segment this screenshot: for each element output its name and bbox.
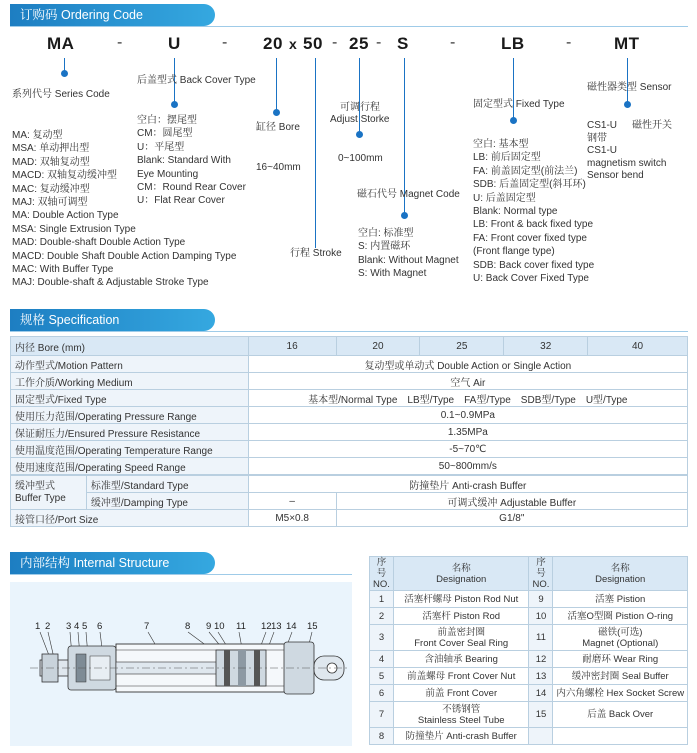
callout-10: 10 (214, 621, 225, 632)
connector-dot (171, 101, 178, 108)
callout-1: 1 (35, 621, 41, 632)
sensor-side-label: 磁性开关 (632, 120, 672, 131)
stroke-label: 行程 Stroke (290, 248, 342, 259)
spec-row: 固定型式/Fixed Type 基本型/Normal Type LB型/Type FA型/Type SDB型/Type U型/Type (11, 390, 688, 407)
spec-row: 保证耐压力/Ensured Pressure Resistance 1.35MPa (11, 424, 688, 441)
bore-label: 缸径 Bore (256, 122, 300, 133)
code-stroke: 50 (303, 34, 323, 53)
code-x: x (289, 36, 298, 52)
header-rule (10, 331, 688, 332)
code-dash: - (222, 34, 228, 51)
parts-row: 8 防撞垫片 Anti-crash Buffer (370, 728, 688, 745)
magnet-code-list: 空白: 标准型 S: 内置磁环 Blank: Without Magnet S: With Magnet (358, 228, 459, 280)
internal-structure-header: 内部结构 Internal Structure (10, 552, 215, 574)
bore-value: 20 (336, 337, 420, 356)
callout-14: 14 (286, 621, 297, 632)
connector-dot (273, 109, 280, 116)
parts-row: 7 不锈钢管 Stainless Steel Tube 15 后盖 Back Over (370, 702, 688, 728)
callout-6: 6 (97, 621, 103, 632)
callout-8: 8 (185, 621, 191, 632)
bore-value: 25 (420, 337, 504, 356)
spec-row: 缓冲型式 Buffer Type 标准型/Standard Type 防撞垫片 Anti-crash Buffer (11, 476, 688, 493)
callout-12: 12 (261, 621, 272, 632)
spec-row: 使用速度范围/Operating Speed Range 50~800mm/s (11, 458, 688, 475)
buffer-table (10, 475, 688, 527)
parts-row: 2 活塞杆 Piston Rod 10 活塞O型圈 Pistion O-ring (370, 608, 688, 625)
bore-header: 内径 Bore (mm) (11, 337, 249, 356)
adjust-stroke-label: Adjust Storke (330, 114, 390, 125)
series-code-list: MA: 复动型 MSA: 单动押出型 MAD: 双轴复动型 MACD: 双轴复动缓冲型 MAC: 复动缓冲型 MAJ: 双轴可调型 MA: Double Action Type MSA: Single Extrusion Type MAD: Double-shaft Double Action Type MACD: Double Shaft Double Action Damping Type MAC: With Buffer Type MAJ: Double-shaft & Adjustable Stroke Type (12, 130, 237, 289)
callout-13: 13 (271, 621, 282, 632)
spec-row: 使用温度范围/Operating Temperature Range -5~70℃ (11, 441, 688, 458)
code-dash: - (566, 34, 572, 51)
connector-line (315, 58, 316, 248)
bore-value: 32 (504, 337, 588, 356)
header-rule (10, 574, 352, 575)
parts-row: 5 前盖螺母 Front Cover Nut 13 缓冲密封圈 Seal Buffer (370, 668, 688, 685)
code-dash: - (117, 34, 123, 51)
code-dash: - (450, 34, 456, 51)
fixed-type-list: 空白: 基本型 LB: 前后固定型 FA: 前盖固定型(前法兰) SDB: 后盖固定型(斜耳环) U: 后盖固定型 Blank: Normal type LB: Front & back fixed type FA: Front cover fixed type (Front flange type) SDB: Back cover fixed type U: Back Cover Fixed Type (473, 139, 595, 285)
parts-row: 3 前盖密封圈 Front Cover Seal Ring 11 磁铁(可选) Magnet (Optional) (370, 625, 688, 651)
spec-row: 工作介质/Working Medium 空气 Air (11, 373, 688, 390)
back-cover-label: 后盖型式 Back Cover Type (137, 75, 256, 86)
callout-9: 9 (206, 621, 212, 632)
code-magnet: S (397, 34, 409, 53)
series-code-label: 系列代号 Series Code (12, 89, 110, 100)
connector-dot (624, 101, 631, 108)
code-back-cover: U (168, 34, 181, 53)
connector-dot (510, 117, 517, 124)
bore-value: 40 (588, 337, 688, 356)
callout-15: 15 (307, 621, 318, 632)
sensor-label: 磁性器类型 Sensor (587, 82, 672, 93)
callout-4: 4 (74, 621, 80, 632)
connector-line (276, 58, 277, 112)
connector-line (627, 58, 628, 104)
bore-value: 16 (248, 337, 336, 356)
cylinder-drawing (10, 582, 352, 746)
spec-row: 动作型式/Motion Pattern 复动型或单动式 Double Action or Single Action (11, 356, 688, 373)
code-fixed: LB (501, 34, 525, 53)
code-sensor: MT (614, 34, 640, 53)
back-cover-list: 空白：摆尾型 CM：圆尾型 U：平尾型 Blank: Standard With Eye Mounting CM：Round Rear Cover U：Flat Rear Cover (137, 115, 246, 207)
callout-5: 5 (82, 621, 88, 632)
specification-header: 规格 Specification (10, 309, 215, 331)
magnet-code-label: 磁石代号 Magnet Code (357, 189, 460, 200)
adjust-stroke-label-cn: 可调行程 (340, 102, 380, 113)
cylinder-cross-section (10, 582, 352, 746)
spec-row: 缓冲型/Damping Type – 可调式缓冲 Adjustable Buffer (11, 493, 688, 510)
code-bore: 20 (263, 34, 283, 53)
parts-table (369, 556, 688, 745)
connector-dot (356, 131, 363, 138)
fixed-type-label: 固定型式 Fixed Type (473, 99, 565, 110)
header-rule (10, 26, 688, 27)
parts-header-row: 序号 NO. 名称 Designation 序号 NO. 名称 Designation (370, 557, 688, 591)
bore-range: 16~40mm (256, 162, 301, 173)
code-dash: - (332, 34, 338, 51)
adjust-stroke-range: 0~100mm (338, 153, 383, 164)
ordering-code-header: 订购码 Ordering Code (10, 4, 215, 26)
parts-row: 6 前盖 Front Cover 14 内六角螺栓 Hex Socket Screw (370, 685, 688, 702)
parts-row: 4 含油轴承 Bearing 12 耐磨环 Wear Ring (370, 651, 688, 668)
connector-dot (61, 70, 68, 77)
connector-dot (401, 212, 408, 219)
callout-11: 11 (236, 621, 246, 632)
specification-table (10, 336, 688, 475)
code-series: MA (47, 34, 75, 53)
spec-row: 接管口径/Port Size M5×0.8 G1/8" (11, 510, 688, 527)
callout-7: 7 (144, 621, 150, 632)
callout-2: 2 (45, 621, 51, 632)
sensor-list: CS1-U 钢带 CS1-U magnetism switch Sensor bend (587, 120, 667, 181)
parts-row: 1 活塞杆螺母 Piston Rod Nut 9 活塞 Pistion (370, 591, 688, 608)
spec-row: 使用压力范围/Operating Pressure Range 0.1~0.9MPa (11, 407, 688, 424)
spec-header-row (11, 337, 688, 356)
callout-3: 3 (66, 621, 72, 632)
code-adjust: 25 (349, 34, 369, 53)
buffer-type-label: 缓冲型式 Buffer Type (11, 476, 87, 510)
code-dash: - (376, 34, 382, 51)
